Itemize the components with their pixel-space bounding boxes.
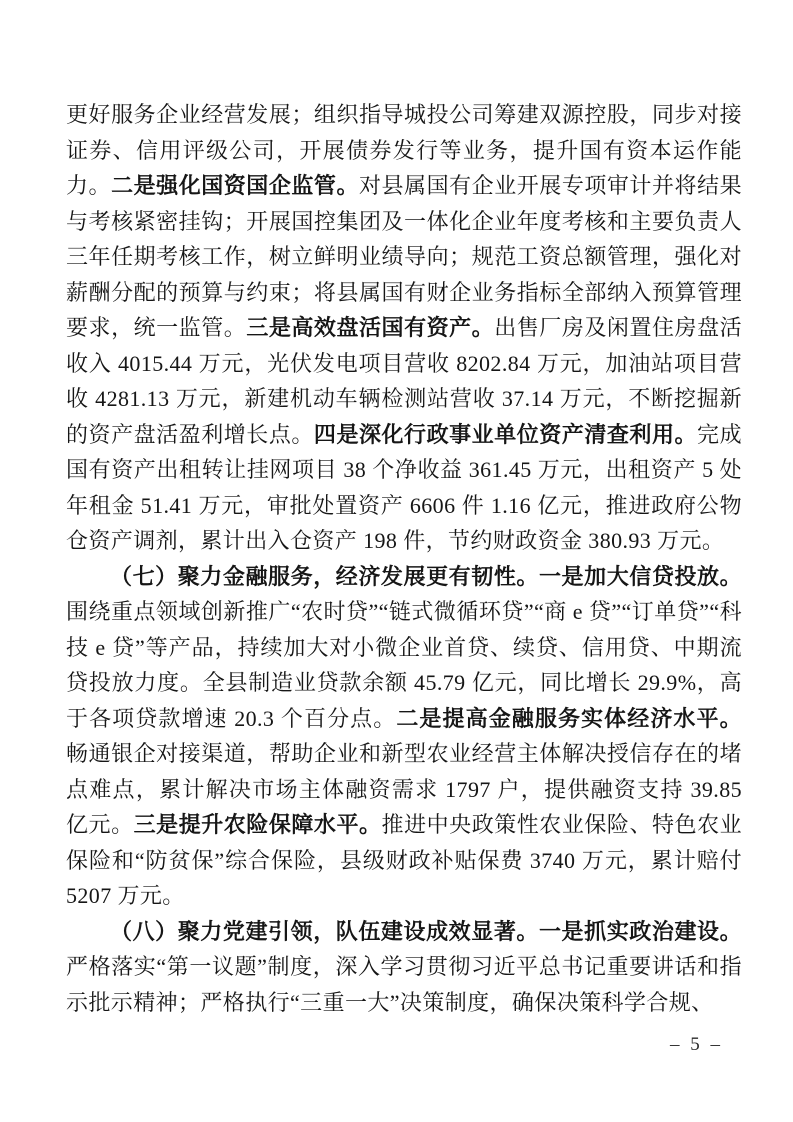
page-number: – 5 – [670, 1034, 723, 1055]
body-text-run: 出售厂房及闲置住房盘活收入 4015.44 万元，光伏发电项目营收 8202.84 万元，加油站项目营收 4281.13 万元，新建机动车辆检测站营收 37.14 万元，不断挖掘新的资产盘活盈利增长点。 [66, 315, 743, 447]
body-text-run: 畅通银企对接渠道，帮助企业和新型农业经营主体解决授信存在的堵点难点，累计解决市场主体融资需求 1797 户，提供融资支持 39.85 亿元。 [66, 741, 742, 837]
bold-heading-run: 四是深化行政事业单位资产清查利用。 [313, 421, 698, 447]
bold-heading-run: 二是强化国资国企监管。 [111, 173, 359, 198]
bold-heading-run: 三是提升农险保障水平。 [133, 812, 382, 837]
bold-heading-run: （七）聚力金融服务，经济发展更有韧性。一是加大信贷投放。 [110, 563, 742, 589]
body-text-run: 推进中央政策性农业保险、特色农业保险和“防贫保”综合保险，县级财政补贴保费 3740 万元，累计赔付 5207 万元。 [66, 812, 743, 908]
bold-heading-run: （八）聚力党建引领，队伍建设成效显著。一是抓实政治建设。 [110, 918, 742, 944]
body-text-run: 更好服务企业经营发展；组织指导城投公司筹建双源控股，同步对接证券、信用评级公司，开展债券发行等业务，提升国有资本运作能力。 [66, 102, 742, 198]
body-text-run: 对县属国有企业开展专项审计并将结果与考核紧密挂钩；开展国控集团及一体化企业年度考核和主要负责人三年任期考核工作，树立鲜明业绩导向；规范工资总额管理，强化对薪酬分配的预算与约束；将县属国有财企业务指标全部纳入预算管理要求，统一监管。 [66, 173, 742, 340]
bold-heading-run: 三是高效盘活国有资产。 [246, 315, 495, 340]
body-text-run: 严格落实“第一议题”制度，深入学习贯彻习近平总书记重要讲话和指示批示精神；严格执行“三重一大”决策制度，确保决策科学合规、 [66, 954, 742, 1015]
paragraph-8-party-building [66, 914, 742, 1021]
document-body [66, 97, 742, 1020]
bold-heading-run: 二是提高金融服务实体经济水平。 [396, 705, 742, 731]
paragraph-state-assets-continued [66, 97, 742, 559]
body-text-run: 完成国有资产出租转让挂网项目 38 个净收益 361.45 万元，出租资产 5 处年租金 51.41 万元，审批处置资产 6606 件 1.16 亿元，推进政府公物仓资产调剂，累计出入仓资产 198 件，节约财政资金 380.93 万元。 [66, 421, 742, 553]
paragraph-7-financial-services [66, 559, 742, 914]
body-text-run: 围绕重点领域创新推广“农时贷”“链式微循环贷”“商 e 贷”“订单贷”“科技 e 贷”等产品，持续加大对小微企业首贷、续贷、信用贷、中期流贷投放力度。全县制造业贷款余额 45.79 亿元，同比增长 29.9%，高于各项贷款增速 20.3 个百分点。 [66, 599, 742, 731]
